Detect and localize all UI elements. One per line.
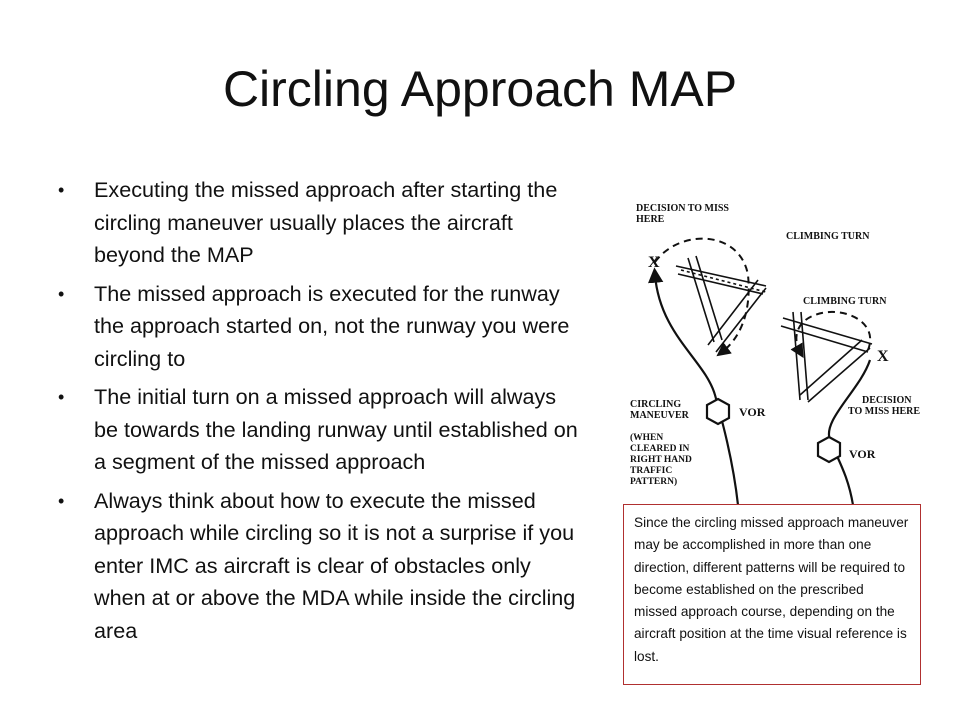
decision-left-line2: HERE <box>636 214 665 225</box>
caption-box <box>623 504 921 685</box>
left-vor-icon <box>707 399 729 424</box>
bullet-dot: • <box>58 180 65 200</box>
right-runway-triangle <box>781 312 872 402</box>
when-cleared-line3: RIGHT HAND <box>630 455 692 465</box>
when-cleared-line2: CLEARED IN <box>630 444 690 454</box>
bullet-item <box>58 278 586 376</box>
bullet-text: The missed approach is executed for the runway the approach started on, not the runway you were circling to <box>94 280 570 371</box>
vor-label-right: VOR <box>849 447 876 461</box>
bullet-text: The initial turn on a missed approach will always be towards the landing runway until established on a segment of the missed approach <box>94 384 578 474</box>
left-runway-triangle <box>676 256 766 352</box>
circling-missed-approach-diagram <box>622 190 942 510</box>
climbing-turn-left-label: CLIMBING TURN <box>786 231 870 242</box>
decision-left-line1: DECISION TO MISS <box>636 203 729 214</box>
bullet-text: Always think about how to execute the missed approach while circling so it is not a surprise if you enter IMC as aircraft is clear of obstacles only when at or above the MDA while inside the circling area <box>94 487 576 643</box>
bullet-item <box>58 381 586 479</box>
decision-right-line2: TO MISS HERE <box>848 406 921 417</box>
when-cleared-line1: (WHEN <box>630 433 664 443</box>
left-climbing-turn-path <box>655 239 749 352</box>
decision-right-line1: DECISION <box>862 395 912 406</box>
when-cleared-line4: TRAFFIC <box>630 466 673 476</box>
bullet-item <box>58 174 586 272</box>
right-vor-icon <box>818 437 840 462</box>
climbing-turn-right-label: CLIMBING TURN <box>803 296 887 307</box>
bullet-list <box>58 174 586 653</box>
when-cleared-line5: PATTERN) <box>630 477 678 487</box>
bullet-item <box>58 485 586 648</box>
bullet-text: Executing the missed approach after starting the circling maneuver usually places the aircraft beyond the MAP <box>94 177 558 267</box>
x-mark-left: X <box>648 254 660 271</box>
bullet-dot: • <box>58 387 65 407</box>
slide-title: Circling Approach MAP <box>222 61 738 117</box>
x-mark-right: X <box>877 348 889 365</box>
caption-text: Since the circling missed approach maneuver may be accomplished in more than one direction, different patterns will be required to become established on the prescribed missed approach course, depending on the aircraft position at the time visual reference is lost. <box>634 515 909 664</box>
circling-maneuver-line2: MANEUVER <box>630 410 689 421</box>
right-approach-course <box>829 360 870 505</box>
bullet-dot: • <box>58 283 65 304</box>
circling-maneuver-line1: CIRCLING <box>630 399 682 410</box>
bullet-dot: • <box>58 490 65 511</box>
vor-label-left: VOR <box>739 405 766 419</box>
